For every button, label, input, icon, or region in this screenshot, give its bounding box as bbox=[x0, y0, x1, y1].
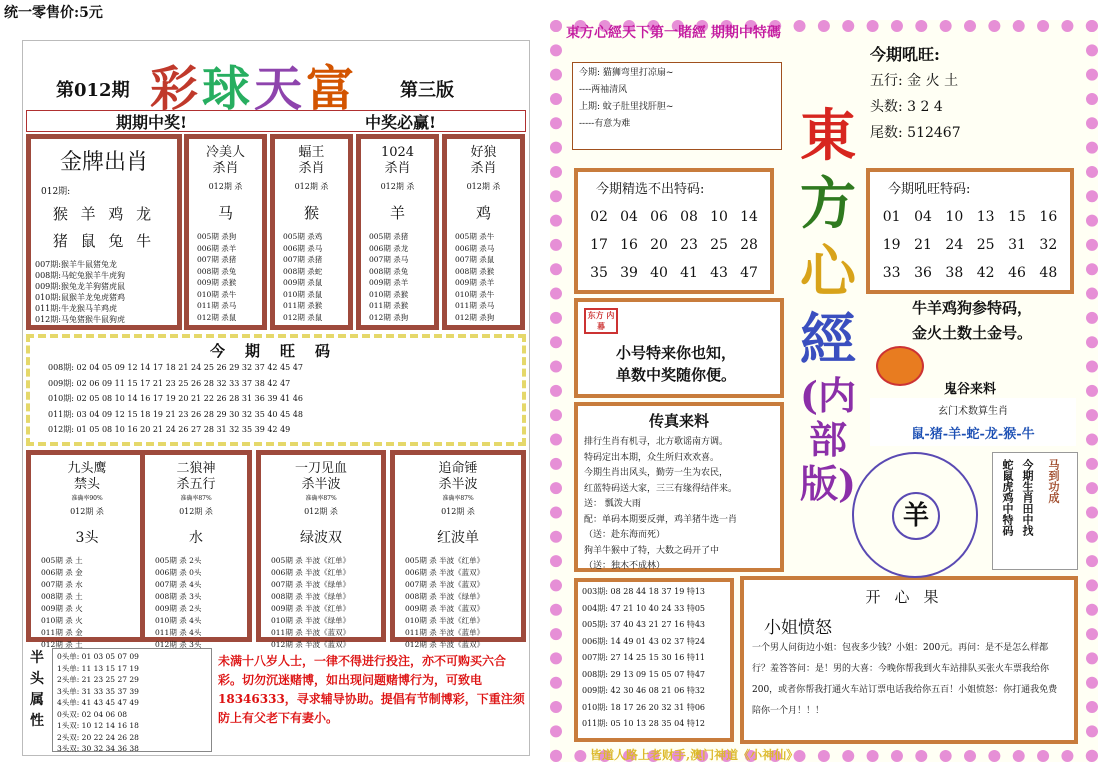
number-grid bbox=[578, 209, 770, 281]
number-grid bbox=[870, 209, 1070, 281]
xuanmen-box bbox=[870, 398, 1076, 446]
box-title: 传真来料 bbox=[648, 412, 709, 430]
box-sub: 012期 杀 bbox=[441, 507, 475, 516]
list-item: 010期: 02 05 08 10 14 16 17 19 20 21 22 26 28 31 36 39 41 46 bbox=[48, 394, 303, 403]
gold-zodiac-box bbox=[26, 134, 182, 330]
list-item: 012期 杀鼠 bbox=[283, 312, 323, 322]
toushu: 头数: 3 2 4 bbox=[870, 99, 943, 115]
ghost-source: 鬼谷来料 bbox=[944, 382, 997, 397]
list-item: 007期 杀 4头 bbox=[155, 580, 202, 589]
hot-rows bbox=[48, 360, 303, 438]
list-item: 009期:猴兔龙羊狗猪虎鼠 bbox=[35, 282, 125, 291]
list-item: 005期 杀狗 bbox=[197, 232, 237, 241]
vertical-line: 今期生肖田中找 bbox=[1021, 459, 1034, 536]
list-item: 006期 杀羊 bbox=[197, 243, 237, 253]
stamp-badge: 东方 内幕 bbox=[584, 308, 618, 334]
list-item: 上期: 蚊子肚里找肝胆~ bbox=[579, 102, 674, 112]
box-history bbox=[197, 231, 262, 323]
table-row: 009期: 42 30 46 08 21 06 特32 bbox=[582, 686, 706, 695]
box-title: 追命锤 杀半波 bbox=[438, 461, 478, 492]
box-title: 1024 杀肖 bbox=[380, 145, 415, 176]
number-cell: 08 bbox=[680, 209, 698, 225]
issue-number: 第012期 bbox=[56, 80, 130, 101]
verse-line: 金火土数土金号。 bbox=[912, 324, 1033, 342]
list-item: 008期 杀蛇 bbox=[283, 266, 323, 276]
list-item: 006期 杀马 bbox=[455, 243, 495, 253]
list-item: 011期 杀 金 bbox=[41, 628, 83, 637]
list-item: 012期 杀 土 bbox=[41, 640, 83, 649]
masthead-vertical bbox=[793, 102, 863, 506]
number-cell: 19 bbox=[882, 237, 901, 253]
title-char: 方 bbox=[800, 171, 856, 237]
title-char: 經 bbox=[800, 307, 856, 373]
disclaimer: 未满十八岁人士，一律不得进行投注，亦不可购买六合彩。切勿沉迷赌博，如出现问题赌博行为，可致电18346333，寻求辅导协助。提倡有节制博彩，下重注须防上有父老下有妻小。 bbox=[218, 654, 525, 725]
number-cell: 41 bbox=[680, 265, 698, 281]
list-item: 011期 杀马 bbox=[197, 301, 237, 310]
table-row: 010期: 18 17 26 20 32 31 特06 bbox=[582, 702, 706, 712]
box-history bbox=[271, 555, 381, 651]
number-cell: 13 bbox=[976, 209, 995, 225]
list-item: 009期 杀羊 bbox=[455, 278, 495, 287]
box-value: 水 bbox=[189, 530, 203, 546]
list-item: 010期 杀鼠 bbox=[283, 289, 323, 299]
list-item: 009期: 02 06 09 11 15 17 21 23 25 26 28 32 33 37 38 42 47 bbox=[48, 378, 291, 388]
not-out-box bbox=[574, 168, 774, 294]
list-item: 011期: 03 04 09 12 15 18 19 21 23 26 28 29 30 32 35 40 45 48 bbox=[48, 409, 303, 419]
xuanmen-title: 玄门术数算生肖 bbox=[938, 406, 1008, 417]
number-cell: 42 bbox=[976, 265, 995, 281]
list-item: 010期 杀牛 bbox=[197, 289, 237, 299]
number-cell: 20 bbox=[650, 237, 668, 253]
joke-heading: 小姐愤怒 bbox=[764, 618, 832, 638]
list-item: 010期 杀 火 bbox=[41, 616, 83, 625]
list-item: 今期: 猫狮弯里打凉扇~ bbox=[579, 68, 674, 78]
box-sub: 012期 杀 bbox=[208, 182, 243, 191]
number-cell: 33 bbox=[882, 265, 901, 281]
number-cell: 32 bbox=[1039, 237, 1058, 253]
draw-history bbox=[574, 578, 734, 742]
bottom-kill-box bbox=[140, 450, 252, 649]
box-value: 羊 bbox=[389, 204, 405, 222]
wuxing: 五行: 金 火 土 bbox=[870, 73, 959, 89]
number-cell: 28 bbox=[740, 237, 758, 253]
riddle-box bbox=[572, 62, 782, 150]
list-item: 007期 杀猪 bbox=[283, 255, 323, 264]
list-item: 006期 杀 0头 bbox=[155, 568, 202, 577]
list-item: 005期 杀 2头 bbox=[155, 556, 202, 565]
list-item: 012期:马兔猪猴牛鼠狗虎 bbox=[35, 315, 125, 324]
list-item: 012期: 01 05 08 10 16 20 21 24 26 27 28 31 32 35 39 42 49 bbox=[48, 425, 291, 434]
list-item: 1头单: 11 13 15 17 19 bbox=[57, 663, 139, 673]
number-cell: 01 bbox=[882, 209, 901, 225]
box-value: 鸡 bbox=[475, 204, 491, 222]
version-label: 第三版 bbox=[400, 80, 454, 101]
hot-special-box bbox=[866, 168, 1074, 294]
relay-text bbox=[578, 431, 780, 579]
vertical-line: 马到功成 bbox=[1047, 459, 1060, 503]
list-item: 008期 杀 3头 bbox=[155, 592, 202, 601]
number-cell: 14 bbox=[740, 209, 758, 225]
list-item: 010期 杀猴 bbox=[369, 289, 409, 299]
box-title: 二狼神 杀五行 bbox=[176, 461, 216, 492]
accuracy: 准确率87% bbox=[442, 495, 474, 502]
number-cell: 48 bbox=[1039, 265, 1058, 281]
list-item: 009期 杀 半波《蓝双》 bbox=[405, 604, 485, 613]
box-sub: 012期 杀 bbox=[70, 507, 104, 516]
box-title: 今期精选不出特码: bbox=[596, 182, 705, 197]
list-item: 0头双: 02 04 06 08 bbox=[57, 709, 128, 719]
summary-title: 今期吼旺: bbox=[870, 45, 940, 64]
list-item: 007期 杀马 bbox=[369, 255, 409, 264]
table-row: 003期: 08 28 44 18 37 19 特13 bbox=[582, 587, 706, 596]
verse-line: 小号特来你也知， bbox=[616, 344, 737, 362]
box-sub: 012期 杀 bbox=[179, 507, 213, 516]
list-item: 007期 杀鼠 bbox=[455, 255, 495, 264]
list-item: 1头双: 10 12 14 16 18 bbox=[57, 721, 139, 730]
box-value: 红波单 bbox=[437, 530, 479, 546]
list-item: 0头单: 01 03 05 07 09 bbox=[57, 652, 139, 661]
box-history bbox=[369, 231, 434, 323]
list-item: 012期 杀 半波《蓝双》 bbox=[271, 640, 351, 649]
list-item: 012期 杀 半波《蓝双》 bbox=[405, 640, 485, 649]
accuracy: 准确率90% bbox=[71, 495, 103, 502]
slogan-right: 中奖必赢! bbox=[364, 112, 437, 132]
list-item: 011期 杀 4头 bbox=[155, 628, 202, 637]
list-item: 3头单: 31 33 35 37 39 bbox=[57, 686, 139, 696]
footer-slogan: 皆道人路上老财手,澳门神道《小神仙》 bbox=[590, 748, 799, 762]
title-char: 東 bbox=[800, 103, 856, 169]
hot-caption: 今期旺码 bbox=[210, 342, 351, 360]
kill-zodiac-box bbox=[442, 134, 525, 330]
number-cell: 06 bbox=[650, 209, 668, 225]
list-item: 今期生肖出风头，勤劳一生为农民， bbox=[584, 468, 729, 478]
list-item: 012期 杀狗 bbox=[369, 312, 409, 322]
number-cell: 43 bbox=[710, 265, 728, 281]
xuanmen-list: 鼠-猪-羊-蛇-龙-猴-牛 bbox=[911, 427, 1035, 442]
list-item: 011期:牛龙猴马羊鸡虎 bbox=[35, 304, 117, 313]
list-item: 狗羊牛猴中了特，大数之码开了中 bbox=[584, 545, 720, 556]
table-row: 008期: 29 13 09 15 05 07 特47 bbox=[582, 669, 706, 679]
title-char: 天 bbox=[254, 61, 307, 117]
number-cell: 04 bbox=[914, 209, 932, 225]
number-cell: 23 bbox=[680, 237, 698, 253]
slogan-left: 期期中奖! bbox=[115, 112, 188, 132]
box-title: 蝠王 杀肖 bbox=[298, 145, 325, 176]
list-item: 007期 杀 水 bbox=[41, 580, 83, 589]
list-item: 红蓝特码送大家，三三有缘得结伴来。 bbox=[584, 483, 738, 494]
bottom-kill-box bbox=[390, 450, 526, 649]
list-item: 008期:马蛇兔猴羊牛虎狗 bbox=[35, 271, 125, 280]
box-title: 好狼 杀肖 bbox=[470, 145, 497, 176]
list-item: 011期 杀 半波《蓝双》 bbox=[271, 628, 351, 637]
box-sub: 012期 杀 bbox=[380, 182, 415, 191]
kill-zodiac-box bbox=[184, 134, 267, 330]
list-item: 011期 杀猴 bbox=[283, 301, 323, 310]
list-item: 005期 杀 半波《红单》 bbox=[271, 556, 351, 565]
list-item: 011期 杀马 bbox=[455, 301, 495, 310]
list-item: 005期 杀鸡 bbox=[283, 232, 323, 241]
vertical-line: 蛇鼠虎鸡中特码 bbox=[1001, 459, 1014, 536]
number-cell: 17 bbox=[590, 237, 608, 253]
box-history bbox=[283, 231, 348, 323]
box-value: 3头 bbox=[75, 530, 99, 546]
gold-title: 金牌出肖 bbox=[59, 150, 148, 175]
table-row: 004期: 47 21 10 40 24 33 特05 bbox=[582, 603, 706, 613]
box-sub: 012期 杀 bbox=[304, 507, 338, 516]
number-cell: 21 bbox=[914, 237, 932, 253]
retail-price: 统一零售价:5元 bbox=[4, 5, 103, 21]
list-item: 009期 杀羊 bbox=[369, 278, 409, 287]
number-cell: 02 bbox=[590, 209, 608, 225]
number-cell: 10 bbox=[710, 209, 728, 225]
box-title: 开心果 bbox=[865, 588, 953, 606]
list-item: 008期 杀 半波《绿单》 bbox=[271, 592, 351, 601]
list-item: 006期 杀马 bbox=[283, 243, 323, 253]
list-item: 排行生肖有机寻，北方歌谣南方调。 bbox=[584, 437, 729, 447]
joke-text: 一个男人问街边小姐：包夜多少钱？小姐：200元。再问：是不是怎么样都行？羞答答问：是！男的大喜：今晚你帮我到火车站排队买张火车票我给你200，或者你帮我打通火车站订票电话我给你五百！小姐愤怒：你打通我免费陪你一个月！！！ bbox=[752, 643, 1058, 716]
number-cell: 31 bbox=[1008, 237, 1026, 253]
slogan-bar bbox=[26, 110, 526, 132]
list-item: 2头双: 20 22 24 26 28 bbox=[57, 732, 139, 742]
accuracy: 准确率87% bbox=[305, 495, 337, 502]
list-item: 006期 杀 半波《红单》 bbox=[271, 568, 351, 577]
box-value: 绿波双 bbox=[300, 530, 342, 546]
number-cell: 36 bbox=[914, 265, 932, 281]
list-item: 010期 杀牛 bbox=[455, 289, 495, 299]
list-item: 010期:鼠猴羊龙兔虎猪鸡 bbox=[35, 293, 125, 302]
list-item: 011期 杀 半波《蓝单》 bbox=[405, 628, 485, 637]
list-item: 007期 杀猪 bbox=[197, 255, 237, 264]
list-item: 010期 杀 半波《绿单》 bbox=[271, 616, 351, 625]
hot-verse bbox=[912, 296, 1032, 346]
list-item: 010期 杀 半波《红单》 bbox=[405, 616, 485, 625]
list-item: 008期 杀兔 bbox=[197, 266, 237, 276]
box-history bbox=[455, 231, 520, 323]
wheel-center: 羊 bbox=[892, 492, 940, 540]
box-sub: 012期 杀 bbox=[294, 182, 329, 191]
number-cell: 24 bbox=[945, 237, 964, 253]
right-header: 東方心經天下第一賭經 期期中特碼 bbox=[566, 25, 781, 41]
gold-line: 猴 羊 鸡 龙 bbox=[52, 205, 156, 223]
number-cell: 39 bbox=[620, 265, 638, 281]
number-cell: 46 bbox=[1008, 265, 1026, 281]
list-item: 012期 杀 3头 bbox=[155, 640, 202, 649]
joke-box bbox=[740, 576, 1078, 744]
number-cell: 40 bbox=[650, 265, 668, 281]
number-cell: 25 bbox=[976, 237, 995, 253]
list-item: 007期 杀 半波《绿单》 bbox=[271, 580, 351, 589]
box-history bbox=[405, 555, 521, 651]
verse bbox=[616, 342, 736, 386]
list-item: 009期 杀鼠 bbox=[283, 278, 323, 287]
table-row: 007期: 27 14 25 15 30 16 特11 bbox=[582, 653, 706, 662]
number-cell: 16 bbox=[620, 237, 638, 253]
list-item: 008期 杀 土 bbox=[41, 592, 83, 601]
list-item: 008期 杀兔 bbox=[369, 266, 409, 276]
list-item: 007期 杀 半波《蓝双》 bbox=[405, 580, 485, 589]
half-head-grid bbox=[52, 648, 212, 752]
table-row: 011期: 05 10 13 28 35 04 特12 bbox=[582, 719, 706, 728]
box-value: 马 bbox=[217, 204, 233, 222]
list-item: （送：赴东海而死） bbox=[584, 530, 666, 540]
weishu: 尾数: 512467 bbox=[870, 125, 961, 141]
list-item: 012期 杀狗 bbox=[455, 312, 495, 322]
number-cell: 16 bbox=[1039, 209, 1058, 225]
number-cell: 15 bbox=[1008, 209, 1026, 225]
list-item: 008期 杀 半波《绿单》 bbox=[405, 592, 485, 601]
list-item: 009期 杀 火 bbox=[41, 604, 83, 613]
vertical-verse-box bbox=[992, 452, 1078, 570]
verse-line: 单数中奖随你便。 bbox=[616, 366, 737, 384]
number-cell: 04 bbox=[620, 209, 638, 225]
list-item: 012期 杀鼠 bbox=[197, 312, 237, 322]
prediction-summary bbox=[866, 42, 1076, 162]
zodiac-wheel-icon bbox=[852, 452, 978, 578]
number-cell: 47 bbox=[740, 265, 758, 281]
number-cell: 25 bbox=[710, 237, 728, 253]
list-item: 010期 杀 4头 bbox=[155, 616, 202, 625]
box-title: 一刀见血 杀半波 bbox=[294, 461, 347, 492]
list-item: 005期 杀 土 bbox=[41, 556, 83, 565]
number-cell: 35 bbox=[590, 265, 608, 281]
small-number-box bbox=[574, 298, 784, 398]
list-item: 006期 杀 金 bbox=[41, 568, 83, 577]
gold-history bbox=[35, 259, 177, 325]
title-char: 富 bbox=[306, 61, 359, 117]
list-item: 005期 杀牛 bbox=[455, 232, 495, 241]
title-char: 球 bbox=[202, 61, 255, 117]
list-item: ----两袖清风 bbox=[579, 85, 628, 95]
box-title: 今期吼旺特码: bbox=[888, 182, 971, 197]
list-item: 011期 杀猴 bbox=[369, 301, 409, 310]
bottom-kill-box bbox=[26, 450, 148, 649]
list-item: 008期 杀猴 bbox=[455, 266, 495, 276]
box-sub: 012期 杀 bbox=[466, 182, 501, 191]
half-head-label: 半头属性 bbox=[30, 650, 44, 729]
box-history bbox=[41, 555, 143, 651]
bottom-kill-box bbox=[256, 450, 386, 649]
list-item: -----有意为难 bbox=[579, 119, 631, 129]
list-item: 009期 杀 半波《红单》 bbox=[271, 604, 351, 613]
box-title: 九头鹰 禁头 bbox=[67, 461, 107, 492]
accuracy: 准确率87% bbox=[180, 495, 212, 502]
gold-line: 猪 鼠 兔 牛 bbox=[52, 232, 156, 250]
hot-numbers-box bbox=[26, 334, 526, 446]
number-cell: 38 bbox=[945, 265, 964, 281]
list-item: （送：独木不成林） bbox=[584, 561, 666, 571]
box-title: 冷美人 杀肖 bbox=[205, 145, 245, 176]
box-history bbox=[155, 555, 247, 651]
table-row: 006期: 14 49 01 43 02 37 特24 bbox=[582, 636, 706, 646]
tiger-icon bbox=[876, 346, 924, 386]
edition-label: (内部版) bbox=[800, 373, 856, 506]
title-char: 彩 bbox=[150, 61, 203, 117]
list-item: 008期: 02 04 05 09 12 14 17 18 21 24 25 26 29 32 37 42 45 47 bbox=[48, 363, 303, 372]
list-item: 3头双: 30 32 34 36 38 bbox=[57, 744, 139, 753]
list-item: 005期 杀 半波《红单》 bbox=[405, 556, 485, 565]
verse-line: 牛羊鸡狗参特码， bbox=[912, 299, 1033, 317]
gold-sub: 012期: bbox=[41, 187, 71, 197]
list-item: 配：单码本期要反弹，鸡羊猪牛选一肖 bbox=[584, 514, 738, 525]
list-item: 007期:猴羊牛鼠猪兔龙 bbox=[35, 260, 117, 269]
list-item: 2头单: 21 23 25 27 29 bbox=[57, 675, 139, 684]
list-item: 4头单: 41 43 45 47 49 bbox=[57, 698, 139, 707]
table-row: 005期: 37 40 43 21 27 16 特43 bbox=[582, 620, 706, 629]
list-item: 005期 杀猪 bbox=[369, 232, 409, 241]
list-item: 006期 杀龙 bbox=[369, 243, 409, 253]
relay-box bbox=[574, 402, 784, 572]
list-item: 特码定出本期，众生所归欢欢喜。 bbox=[584, 452, 720, 463]
number-cell: 10 bbox=[945, 209, 964, 225]
list-item: 009期 杀 2头 bbox=[155, 604, 202, 613]
title-char: 心 bbox=[800, 239, 856, 305]
box-value: 猴 bbox=[303, 204, 319, 222]
kill-zodiac-box bbox=[356, 134, 439, 330]
list-item: 009期 杀猴 bbox=[197, 278, 237, 287]
list-item: 006期 杀 半波《蓝双》 bbox=[405, 568, 485, 577]
kill-zodiac-box bbox=[270, 134, 353, 330]
list-item: 送： 瓢泼大雨 bbox=[584, 499, 641, 509]
